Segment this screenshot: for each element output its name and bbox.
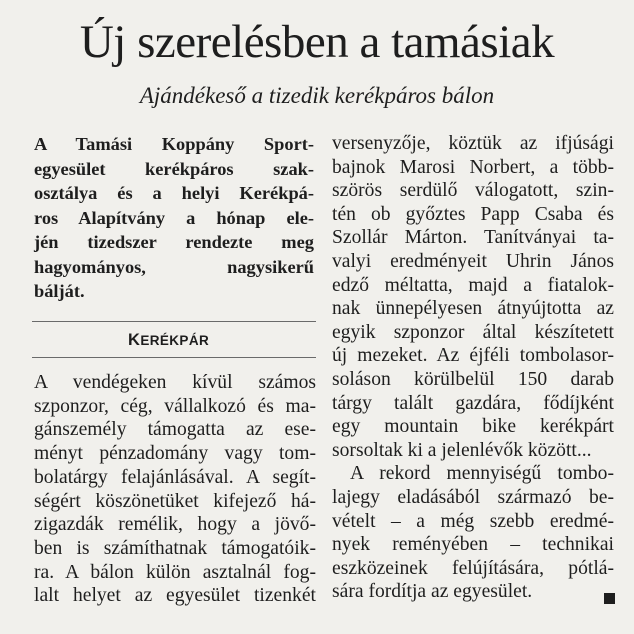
right-body-line: szörös serdülő válogatott, szin- — [332, 180, 614, 202]
right-body-line: sorsoltak ki a jelenlévők között... — [332, 439, 592, 461]
lead-line: hagyományos, nagysikerű — [34, 256, 314, 277]
right-body-line: A rekord mennyiségű tombo- — [350, 463, 614, 485]
right-body-line: nyek reményében – technikai — [332, 534, 614, 556]
right-body-line: tárgy talált gazdára, fődíjként — [332, 392, 614, 414]
section-rule-top — [32, 321, 316, 322]
right-body-line: lajegy eladásából származó be- — [332, 487, 614, 508]
right-body-line: soláson körülbelül 150 darab — [332, 369, 614, 390]
left-body-line: bolatárgy felajánlásával. A segít- — [34, 466, 316, 488]
right-body-line: nak ünnepélyesen átnyújtotta az — [332, 298, 614, 320]
lead-line: jén tizedszer rendezte meg — [34, 232, 314, 252]
left-body-line: szponzor, cég, vállalkozó és ma- — [34, 395, 316, 417]
lead-line: A Tamási Koppány Sport- — [34, 134, 314, 154]
left-body-line: ségért köszönetüket kifejező há- — [34, 490, 316, 512]
left-body-line: ra. A bálon külön asztalnál fog- — [34, 561, 316, 583]
end-of-article-mark — [604, 593, 615, 604]
right-body-line: egyik szponzor által készítetett — [332, 321, 614, 343]
right-body-line: valyi eredményeit Uhrin János — [332, 251, 614, 272]
lead-line: ros Alapítvány a hónap ele- — [34, 207, 314, 228]
lead-line: egyesület kerékpáros szak- — [34, 158, 314, 179]
right-body-line: versenyzője, köztük az ifjúsági — [332, 133, 614, 154]
article-subheadline: Ajándékeső a tizedik kerékpáros bálon — [139, 83, 495, 108]
left-body-line: gánszemély támogatta az ese- — [34, 419, 316, 441]
lead-line: bálját. — [34, 281, 85, 301]
section-label: KERÉKPÁR — [128, 331, 210, 349]
left-body-line: A vendégeken kívül számos — [34, 372, 316, 393]
left-body-line: zigazdák remélik, hogy a jövő- — [34, 514, 316, 536]
right-body-line: tén ob győztes Papp Csaba és — [332, 203, 614, 225]
right-body-line: eszközeinek felújítására, pótlá- — [332, 557, 614, 579]
lead-line: osztálya és a helyi Kerékpá- — [34, 183, 314, 203]
section-rule-bottom — [32, 357, 316, 358]
left-body-line: ben is számíthatnak támogatóik- — [34, 537, 316, 559]
left-body-line: ményt pénzadomány vagy tom- — [34, 443, 316, 465]
right-body-line: egy mountain bike kerékpárt — [332, 416, 614, 438]
right-body-line: sára fordítja az egyesület. — [332, 581, 533, 603]
article-headline: Új szerelésben a tamásiak — [79, 16, 555, 68]
right-body-line: új mezeket. Az éjféli tombolasor- — [332, 345, 614, 367]
right-body-line: Szollár Márton. Tanítványai ta- — [332, 227, 614, 249]
right-body-line: bajnok Marosi Norbert, a több- — [332, 156, 614, 178]
right-body-line: vételt – a még szebb eredmé- — [332, 510, 614, 532]
left-body-line: lalt helyet az egyesület tizenkét — [34, 585, 316, 607]
right-body-line: edző méltatta, majd a fiatalok- — [332, 274, 614, 296]
